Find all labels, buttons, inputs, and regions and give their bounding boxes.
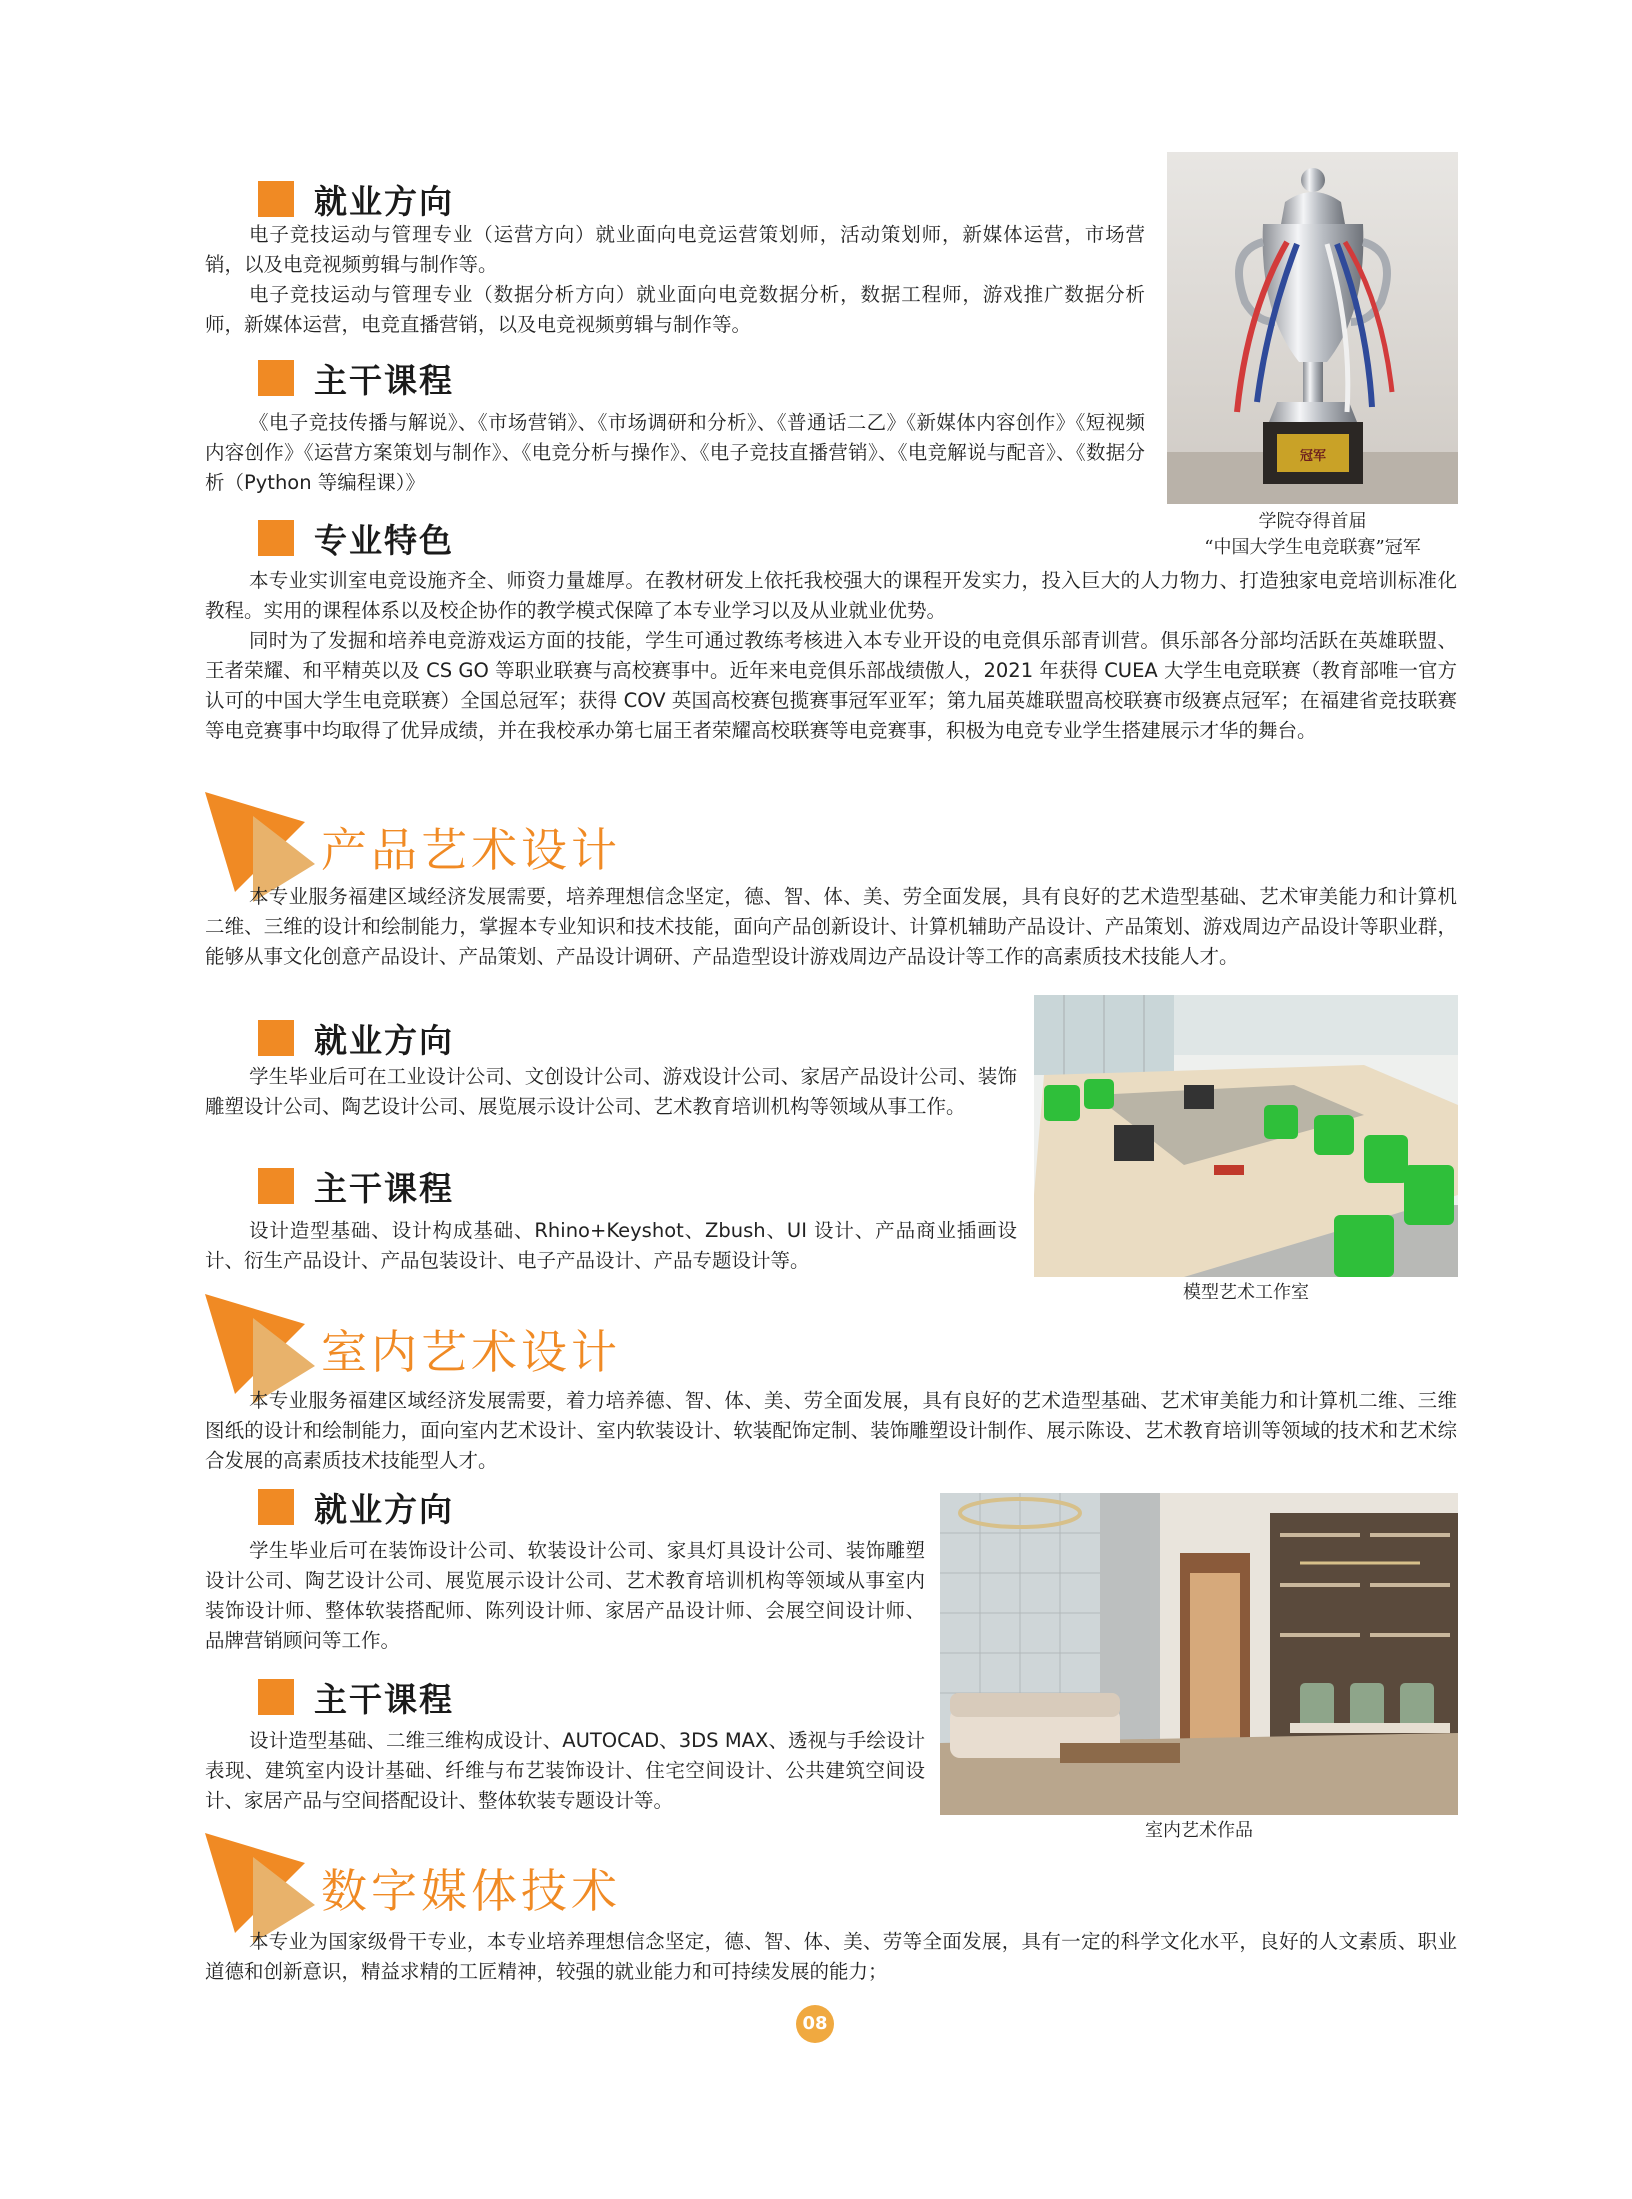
esports-job-heading: 就业方向: [258, 176, 454, 222]
trophy-photo: [1167, 152, 1458, 504]
bullet-square-icon: [258, 181, 294, 217]
product-section-header: [205, 792, 805, 892]
studio-caption: 模型艺术工作室: [1183, 1282, 1309, 1303]
trophy-caption-line2: “中国大学生电竞联赛”冠军: [1204, 537, 1421, 558]
product-intro: 本专业服务福建区域经济发展需要，培养理想信念坚定，德、智、体、美、劳全面发展，具有良好的艺术造型基础、艺术审美能力和计算机二维、三维的设计和绘制能力，掌握本专业知识和技术技能，面向产品创新设计、计算机辅助产品设计、产品策划、游戏周边产品设计等职业群，能够从事文化创意产品设计、产品策划、产品设计调研、产品造型设计游戏周边产品设计等工作的高素质技术技能人才。: [205, 885, 1457, 968]
product-courses-heading: 主干课程: [258, 1163, 454, 1209]
interior-job-heading: 就业方向: [258, 1484, 454, 1530]
studio-photo: [1034, 995, 1458, 1277]
digital-section-title: 数字媒体技术: [321, 1864, 621, 1918]
digital-section-header: [205, 1833, 805, 1933]
bullet-square-icon: [258, 1679, 294, 1715]
interior-photo: [940, 1493, 1458, 1815]
bullet-square-icon: [258, 520, 294, 556]
page-number-badge: 08: [796, 2005, 834, 2043]
interior-courses-heading: 主干课程: [258, 1674, 454, 1720]
trophy-caption: 学院夺得首届: [1258, 511, 1367, 532]
product-job-heading: 就业方向: [258, 1015, 454, 1061]
esports-features-heading: 专业特色: [258, 515, 454, 561]
product-job-text: 学生毕业后可在工业设计公司、文创设计公司、游戏设计公司、家居产品设计公司、装饰雕塑设计公司、陶艺设计公司、展览展示设计公司、艺术教育培训机构等领域从事工作。: [205, 1065, 1017, 1118]
bullet-square-icon: [258, 1020, 294, 1056]
product-courses-text: 设计造型基础、设计构成基础、Rhino+Keyshot、Zbush、UI 设计、产品商业插画设计、衍生产品设计、产品包装设计、电子产品设计、产品专题设计等。: [205, 1219, 1017, 1272]
interior-intro: 本专业服务福建区域经济发展需要，着力培养德、智、体、美、劳全面发展，具有良好的艺术造型基础、艺术审美能力和计算机二维、三维图纸的设计和绘制能力，面向室内艺术设计、室内软装设计、软装配饰定制、装饰雕塑设计制作、展示陈设、艺术教育培训等领域的技术和艺术综合发展的高素质技术技能型人才。: [205, 1389, 1457, 1472]
bullet-square-icon: [258, 360, 294, 396]
interior-job-text: 学生毕业后可在装饰设计公司、软装设计公司、家具灯具设计公司、装饰雕塑设计公司、陶艺设计公司、展览展示设计公司、艺术教育培训机构等领域从事室内装饰设计师、整体软装搭配师、陈列设计师、家居产品设计师、会展空间设计师、品牌营销顾问等工作。: [205, 1539, 925, 1652]
esports-job-text: 电子竞技运动与管理专业（运营方向）就业面向电竞运营策划师，活动策划师，新媒体运营，市场营销，以及电竞视频剪辑与制作等。 电子竞技运动与管理专业（数据分析方向）就业面向电竞数据分析，数据工程师，游戏推广数据分析师，新媒体运营，电竞直播营销，以及电竞视频剪辑与制作等。: [205, 223, 1145, 336]
esports-features-text: 本专业实训室电竞设施齐全、师资力量雄厚。在教材研发上依托我校强大的课程开发实力，投入巨大的人力物力、打造独家电竞培训标准化教程。实用的课程体系以及校企协作的教学模式保障了本专业学习以及从业就业优势。 同时为了发掘和培养电竞游戏运方面的技能，学生可通过教练考核进入本专业开设的电竞俱乐部青训营。俱乐部各分部均活跃在英雄联盟、王者荣耀、和平精英以及 CS GO 等职业联赛与高校赛事中。近年来电竞俱乐部战绩傲人，2021 年获得 CUEA 大学生电竞联赛（教育部唯一官方认可的中国大学生电竞联赛）全国总冠军；获得 COV 英国高校赛包揽赛事冠军亚军；第九届英雄联盟高校联赛市级赛点冠军；在福建省竞技联赛等电竞赛事中均取得了优异成绩，并在我校承办第七届王者荣耀高校联赛等电竞赛事，积极为电竞专业学生搭建展示才华的舞台。: [205, 569, 1457, 742]
digital-intro: 本专业为国家级骨干专业，本专业培养理想信念坚定，德、智、体、美、劳等全面发展，具有一定的科学文化水平，良好的人文素质、职业道德和创新意识，精益求精的工匠精神，较强的就业能力和可持续发展的能力；: [205, 1930, 1457, 1983]
esports-courses-heading: 主干课程: [258, 355, 454, 401]
bullet-square-icon: [258, 1168, 294, 1204]
interior-caption: 室内艺术作品: [1145, 1820, 1253, 1841]
trophy-plaque-label: 冠军: [1299, 449, 1327, 464]
bullet-square-icon: [258, 1489, 294, 1525]
interior-courses-text: 设计造型基础、二维三维构成设计、AUTOCAD、3DS MAX、透视与手绘设计表现、建筑室内设计基础、纤维与布艺装饰设计、住宅空间设计、公共建筑空间设计、家居产品与空间搭配设计、整体软装专题设计等。: [205, 1729, 925, 1812]
interior-section-title: 室内艺术设计: [321, 1325, 621, 1379]
product-section-title: 产品艺术设计: [321, 823, 621, 877]
esports-courses-text: 《电子竞技传播与解说》、《市场营销》、《市场调研和分析》、《普通话二乙》《新媒体内容创作》《短视频内容创作》《运营方案策划与制作》、《电竞分析与操作》、《电子竞技直播营销》、《电竞解说与配音》、《数据分析（Python 等编程课）》: [205, 411, 1145, 494]
interior-section-header: [205, 1294, 805, 1394]
